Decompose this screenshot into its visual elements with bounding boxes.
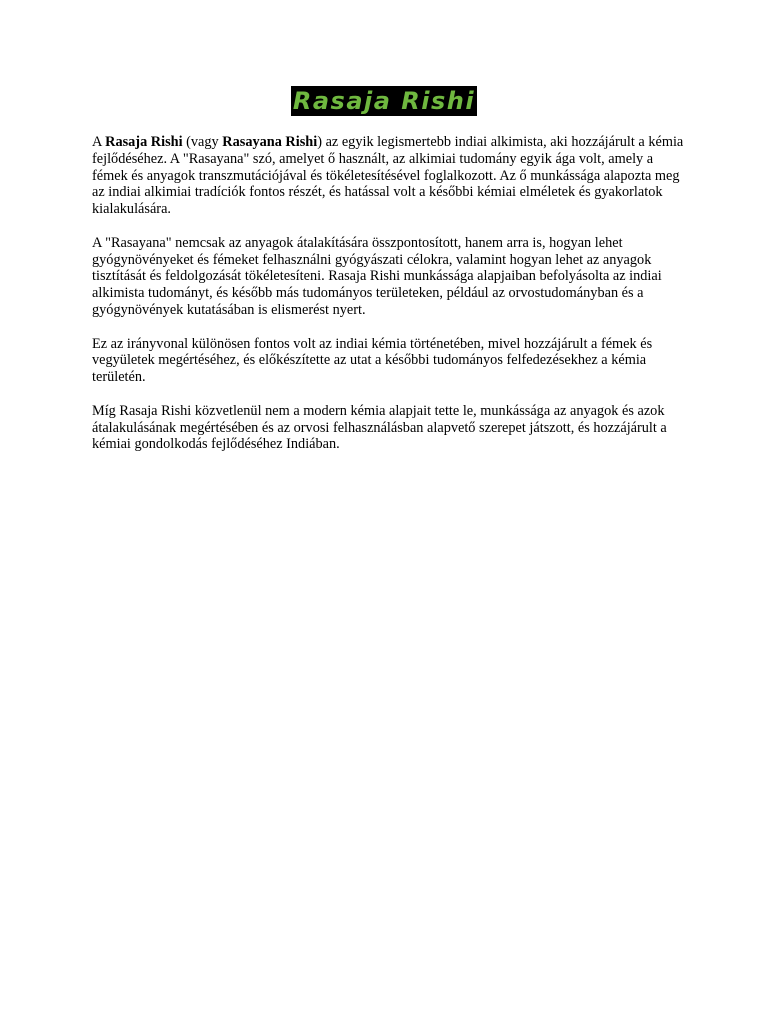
- title-container: [0, 86, 768, 116]
- document-title: Rasaja Rishi: [292, 87, 476, 115]
- paragraph-4: Míg Rasaja Rishi közvetlenül nem a modern kémia alapjait tette le, munkássága az anyagok és azok átalakulásának megértésében és az orvosi felhasználásban alapvető szerepet játszott, és hozzájárult a kémiai gondolkodás fejlődéséhez Indiában.: [92, 402, 667, 453]
- paragraph-2: A "Rasayana" nemcsak az anyagok átalakítására összpontosított, hanem arra is, hogyan lehet gyógynövényeket és fémeket felhasználni gyógyászati célokra, valamint hogyan lehet az anyagok tisztítását és feldolgozását tökéletesíteni. Rasaja Rishi munkássága alapjaiban befolyásolta az indiai alkimista tudományt, és később más tudományos területeken, például az orvostudományban és a gyógynövények kutatásában is elismerést nyert.: [92, 234, 662, 318]
- bold-name-rasaja-rishi: Rasaja Rishi: [105, 134, 183, 150]
- paragraph-1-text-a: A: [92, 134, 106, 150]
- paragraph-1: [92, 134, 692, 218]
- bold-name-rasayana-rishi: Rasayana Rishi: [222, 134, 318, 150]
- paragraph-1-text-b: (vagy: [182, 134, 223, 150]
- document-body: [92, 134, 692, 470]
- paragraph-1-text-c: ) az egyik legismertebb indiai alkimista, aki hozzájárult a kémia fejlődéséhez. A "Rasayana" szó, amelyet ő használt, az alkimiai tudomány egyik ága volt, amely a fémek és anyagok transzmutációjával és tökéletesítésével foglalkozott. Az ő munkássága alapozta meg az indiai alkimiai tradíciók fontos részét, és hatással volt a későbbi kémiai elméletek és gyakorlatok kialakulására.: [92, 134, 684, 218]
- paragraph-3: Ez az irányvonal különösen fontos volt az indiai kémia történetében, mivel hozzájárult a fémek és vegyületek megértéséhez, és előkészítette az utat a későbbi tudományos felfedezésekhez a kémia területén.: [92, 335, 653, 386]
